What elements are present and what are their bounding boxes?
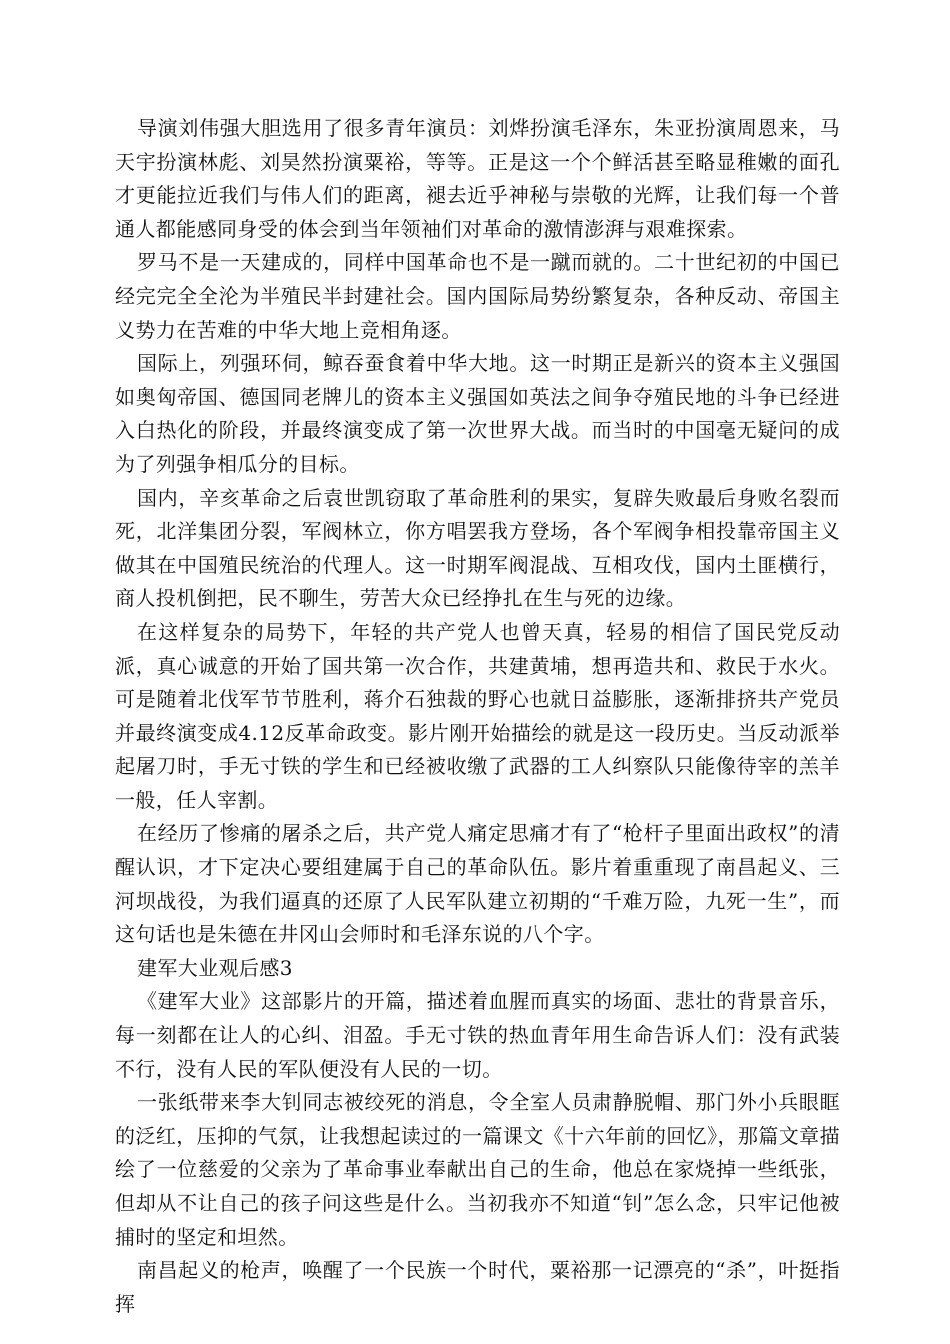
paragraph-li-dazhao: 一张纸带来李大钊同志被绞死的消息，令全室人员肃静脱帽、那门外小兵眼眶的泛红，压抑的气氛，让我想起读过的一篇课文《十六年前的回忆》，那篇文章描绘了一位慈爱的父亲为了革命事业奉献出自己的生命，他总在家烧掉一些纸张，但却从不让自己的孩子问这些是什么。当初我亦不知道“钊”怎么念，只牢记他被捕时的坚定和坦然。 [115,1090,840,1249]
paragraph-international: 国际上，列强环伺，鲸吞蚕食着中华大地。这一时期正是新兴的资本主义强国如奥匈帝国、德国同老牌儿的资本主义强国如英法之间争夺殖民地的斗争已经进入白热化的阶段，并最终演变成了第一次世界大战。而当时的中国毫无疑问的成为了列强争相瓜分的目标。 [115,351,840,476]
paragraph-domestic: 国内，辛亥革命之后袁世凯窃取了革命胜利的果实，复辟失败最后身败名裂而死，北洋集团分裂，军阀林立，你方唱罢我方登场，各个军阀争相投靠帝国主义做其在中国殖民统治的代理人。这一时期军阀混战、互相攻伐，国内土匪横行，商人投机倒把，民不聊生，劳苦大众已经挣扎在生与死的边缘。 [115,485,840,611]
paragraph-opening: 《建军大业》这部影片的开篇，描述着血腥而真实的场面、悲壮的背景音乐，每一刻都在让人的心纠、泪盈。手无寸铁的热血青年用生命告诉人们：没有武装不行，没有人民的军队便没有人民的一切。 [115,989,840,1081]
paragraph-complex-situation: 在这样复杂的局势下，年轻的共产党人也曾天真，轻易的相信了国民党反动派，真心诚意的开始了国共第一次合作，共建黄埔，想再造共和、救民于水火。可是随着北伐军节节胜利，蒋介石独裁的野心也就日益膨胀，逐渐排挤共产党员并最终演变成4.12反革命政变。影片刚开始描绘的就是这一段历史。当反动派举起屠刀时，手无寸铁的学生和已经被收缴了武器的工人纠察队只能像待宰的羔羊一般，任人宰割。 [115,619,840,812]
paragraph-young-actors: 导演刘伟强大胆选用了很多青年演员：刘烨扮演毛泽东，朱亚扮演周恩来，马天宇扮演林彪、刘昊然扮演粟裕，等等。正是这一个个鲜活甚至略显稚嫩的面孔才更能拉近我们与伟人们的距离，褪去近乎神秘与崇敬的光辉，让我们每一个普通人都能感同身受的体会到当年领袖们对革命的激情澎湃与艰难探索。 [115,116,840,241]
paragraph-rome: 罗马不是一天建成的，同样中国革命也不是一蹴而就的。二十世纪初的中国已经完完全全沦为半殖民半封建社会。国内国际局势纷繁复杂，各种反动、帝国主义势力在苦难的中华大地上竞相角逐。 [115,250,840,342]
paragraph-after-massacre: 在经历了惨痛的屠杀之后，共产党人痛定思痛才有了“枪杆子里面出政权”的清醒认识，才下定决心要组建属于自己的革命队伍。影片着重重现了南昌起义、三河坝战役，为我们逼真的还原了人民军队建立初期的“千难万险，九死一生”，而这句话也是朱德在井冈山会师时和毛泽东说的八个字。 [115,821,840,947]
paragraph-nanchang-uprising: 南昌起义的枪声，唤醒了一个民族一个时代，粟裕那一记漂亮的“杀”，叶挺指挥 [115,1258,840,1316]
section-heading: 建军大业观后感3 [137,955,293,980]
